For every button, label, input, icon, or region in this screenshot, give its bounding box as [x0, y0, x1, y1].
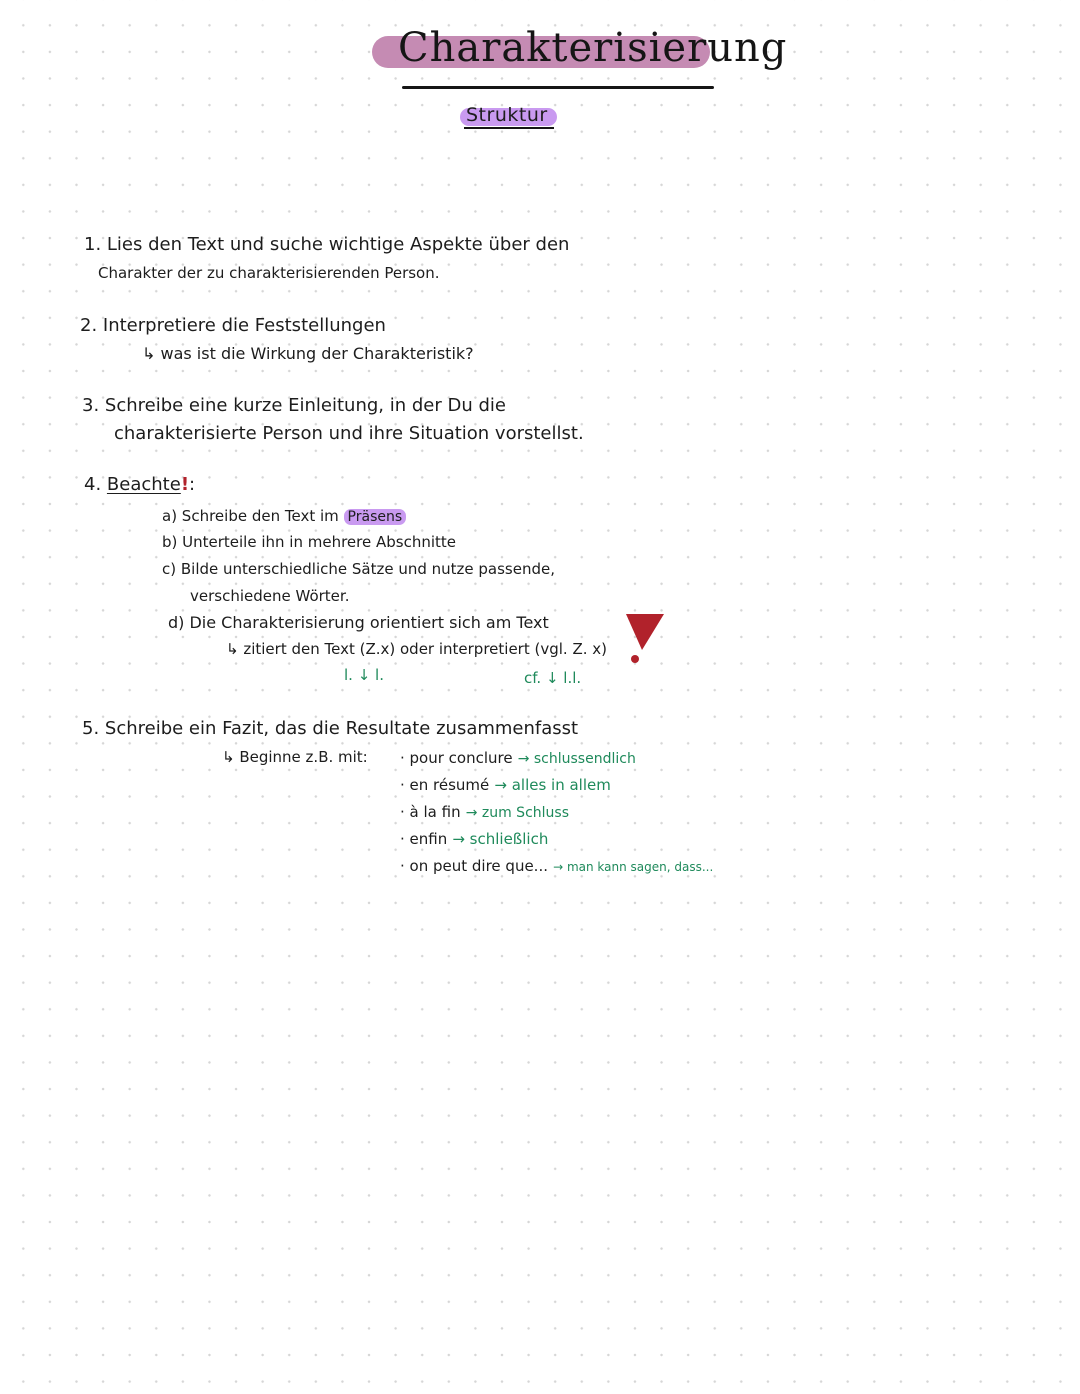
step-4a-text: a) Schreibe den Text im [162, 507, 339, 525]
step-2-line-1: 2. Interpretiere die Feststellungen [80, 315, 386, 336]
step-4d-note-right: cf. ↓ l.l. [524, 669, 582, 687]
phrase-item [400, 856, 713, 883]
phrase-fr: · en résumé [400, 776, 490, 794]
phrase-de: → zum Schluss [465, 805, 569, 821]
step-4d-note-left: l. ↓ l. [344, 666, 384, 684]
phrase-list [400, 748, 713, 883]
subtitle-underline [464, 127, 554, 129]
phrase-de: → schlussendlich [517, 751, 636, 767]
title-underline [402, 86, 714, 89]
subtitle-block [460, 100, 548, 130]
step-4b: b) Unterteile ihn in mehrere Abschnitte [162, 533, 457, 551]
phrase-item [400, 748, 713, 775]
phrase-fr: · on peut dire que... [400, 857, 548, 875]
step-4-colon: : [189, 474, 196, 495]
phrase-item [400, 829, 713, 856]
phrase-item [400, 775, 713, 802]
step-4a [162, 507, 406, 525]
step-5-line-1: 5. Schreibe ein Fazit, das die Resultate zusammenfasst [82, 718, 579, 739]
page-subtitle: Struktur [466, 104, 548, 126]
red-exclamation-triangle-icon [624, 612, 666, 666]
phrase-fr: · pour conclure [400, 749, 513, 767]
step-4d-line-1: d) Die Charakterisierung orientiert sich am Text [168, 613, 549, 632]
phrase-fr: · enfin [400, 830, 448, 848]
step-4-number: 4. [84, 474, 102, 495]
step-4-heading [84, 474, 195, 495]
exclamation-icon: ! [180, 474, 190, 495]
step-2-line-2: ↳ was ist die Wirkung der Charakteristik? [142, 344, 474, 363]
phrase-de: → alles in allem [494, 776, 611, 794]
phrase-fr: · à la fin [400, 803, 461, 821]
step-4c-line-1: c) Bilde unterschiedliche Sätze und nutze passende, [162, 560, 556, 578]
phrase-item [400, 802, 713, 829]
step-1-line-1: 1. Lies den Text und suche wichtige Aspekte über den [84, 234, 570, 255]
step-4-title: Beachte [106, 474, 181, 495]
step-1-line-2: Charakter der zu charakterisierenden Person. [98, 264, 440, 282]
step-4d-line-2: ↳ zitiert den Text (Z.x) oder interpretiert (vgl. Z. x) [226, 640, 607, 658]
step-3-line-1: 3. Schreibe eine kurze Einleitung, in der Du die [82, 395, 506, 416]
step-3-line-2: charakterisierte Person und ihre Situation vorstellst. [114, 423, 584, 444]
step-4c-line-2: verschiedene Wörter. [190, 587, 350, 605]
phrase-de: → schließlich [452, 830, 549, 848]
step-5-intro: ↳ Beginne z.B. mit: [222, 748, 368, 766]
title-block [372, 22, 787, 74]
page-title: Charakterisierung [398, 25, 788, 71]
praesens-highlight: Präsens [344, 509, 407, 525]
phrase-de: → man kann sagen, dass... [553, 860, 714, 874]
